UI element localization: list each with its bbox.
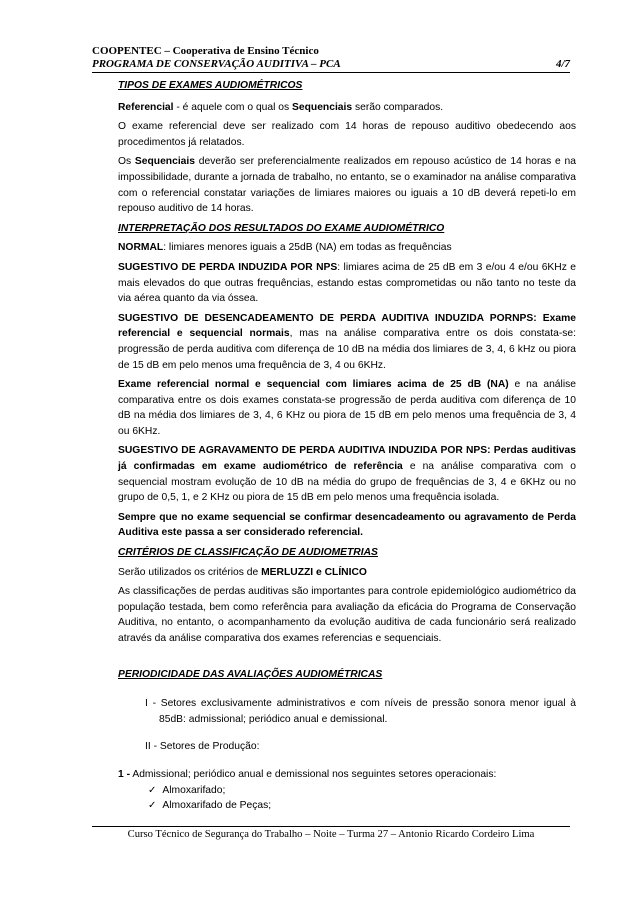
paragraph: O exame referencial deve ser realizado com 14 horas de repouso auditivo obedecendo aos procedimentos já relatados. xyxy=(118,121,576,148)
section-title: CRITÉRIOS DE CLASSIFICAÇÃO DE AUDIOMETRIAS xyxy=(118,547,378,559)
bold-text: MERLUZZI e CLÍNICO xyxy=(261,566,367,578)
checkmark-icon: ✓ xyxy=(148,784,157,796)
bold-text: SUGESTIVO DE DESENCADEAMENTO DE PERDA AUDITIVA INDUZIDA PORNPS: Exame referencial e sequencial normais xyxy=(118,312,576,340)
text: serão comparados. xyxy=(352,101,444,113)
paragraph xyxy=(118,443,576,505)
checklist-text: Almoxarifado de Peças; xyxy=(162,800,272,812)
paragraph xyxy=(118,100,576,116)
checklist-item xyxy=(148,783,576,799)
text: Serão utilizados os critérios de xyxy=(118,566,262,578)
text: , mas na análise comparativa entre os dois constata-se: progressão de perda auditiva com diferença de 10 dB na média dos limiares de 3, 4, 6 kHz ou piora de 15 dB em pelo menos uma frequência de 3, 4 ou 6KHz. xyxy=(118,328,576,371)
section-title: INTERPRETAÇÃO DOS RESULTADOS DO EXAME AUDIOMÉTRICO xyxy=(118,222,445,234)
text: Os xyxy=(118,156,135,168)
page-number: 4/7 xyxy=(555,58,570,70)
text: Admissional; periódico anual e demissional nos seguintes setores operacionais: xyxy=(130,768,497,780)
section-title: PERIODICIDADE DAS AVALIAÇÕES AUDIOMÉTRICAS xyxy=(118,668,383,680)
bold-text: SUGESTIVO DE PERDA INDUZIDA POR NPS xyxy=(118,261,338,273)
roman-item: I - Setores exclusivamente administrativos e com níveis de pressão sonora menor igual à 85dB: admissional; periódico anual e demissional. xyxy=(145,698,576,725)
bold-text: Sequenciais xyxy=(292,101,353,113)
numbered-item xyxy=(118,767,576,783)
document-body xyxy=(118,78,576,814)
bold-text: SUGESTIVO DE AGRAVAMENTO DE PERDA AUDITIVA INDUZIDA POR NPS: Perdas auditivas já confirmadas em exame audiométrico de referência xyxy=(118,445,576,473)
paragraph: As classificações de perdas auditivas são importantes para controle epidemiológico audiométrico da população testada, bem como referência para avaliação da eficácia do Programa de Conservação Auditiva, no entanto, o acompanhamento da evolução auditiva de cada funcionário será realizado através da análise comparativa dos exames referencias e sequenciais. xyxy=(118,586,576,644)
bold-text: 1 - xyxy=(118,768,131,780)
program-line xyxy=(92,58,570,73)
page-footer: Curso Técnico de Segurança do Trabalho – Noite – Turma 27 – Antonio Ricardo Cordeiro Lima xyxy=(92,826,570,840)
text: : limiares acima de 25 dB em 3 e/ou 4 e/ou 6KHz e mais elevados do que outras frequências, estando estas comprometidas ou não tanto no teste da via aérea quanto da via óssea. xyxy=(118,261,576,305)
paragraph xyxy=(118,240,576,256)
checkmark-icon: ✓ xyxy=(148,800,157,812)
bold-text: Referencial xyxy=(118,101,174,113)
text: deverão ser preferencialmente realizados em repouso acústico de 14 horas e na impossibilidade, durante a jornada de trabalho, no entanto, se o examinador na análise comparativa com o referencial constatar variações de limiares maiores ou iguais a 10 dB deverá repeti-lo em repouso auditivo de 14 horas. xyxy=(118,156,576,215)
org-name: COOPENTEC – Cooperativa de Ensino Técnico xyxy=(92,45,319,57)
bold-text: Sempre que no exame sequencial se confirmar desencadeamento ou agravamento de Perda Auditiva este passa a ser considerado referencial. xyxy=(118,511,576,539)
section-title: TIPOS DE EXAMES AUDIOMÉTRICOS xyxy=(118,80,303,91)
paragraph xyxy=(118,154,576,216)
checklist-text: Almoxarifado; xyxy=(162,784,226,796)
paragraph xyxy=(118,510,576,541)
checklist xyxy=(118,783,576,814)
text: e na análise comparativa com o sequencial mostram evolução de 10 dB na média do grupo de frequências de 3, 4 e 6KHz ou no grupo de 0,5, 1, e 2 KHz ou piora de 15 dB em pelo menos uma frequência isolada. xyxy=(118,461,576,504)
bold-text: NORMAL xyxy=(118,242,164,254)
paragraph xyxy=(118,565,576,581)
text: : limiares menores iguais a 25dB (NA) em todas as frequências xyxy=(163,242,452,254)
checklist-item xyxy=(148,798,576,814)
bold-text: Sequenciais xyxy=(134,156,195,168)
paragraph xyxy=(118,377,576,439)
bold-text: Exame referencial normal e sequencial com limiares acima de 25 dB (NA) xyxy=(118,379,509,391)
page-header xyxy=(92,45,570,73)
text: e na análise comparativa entre os dois exames constata-se progressão de perda auditiva com diferença de 10 dB na média dos limiares de 3, 4, 6 KHz ou piora de 15 dB em pelo menos uma frequência de 3, 4 ou 6KHz. xyxy=(118,379,576,437)
paragraph xyxy=(118,260,576,307)
paragraph xyxy=(118,311,576,373)
text: - é aquele com o qual os xyxy=(173,101,293,113)
program-title: PROGRAMA DE CONSERVAÇÃO AUDITIVA – PCA xyxy=(92,58,341,70)
roman-item: II - Setores de Produção: xyxy=(145,741,260,753)
